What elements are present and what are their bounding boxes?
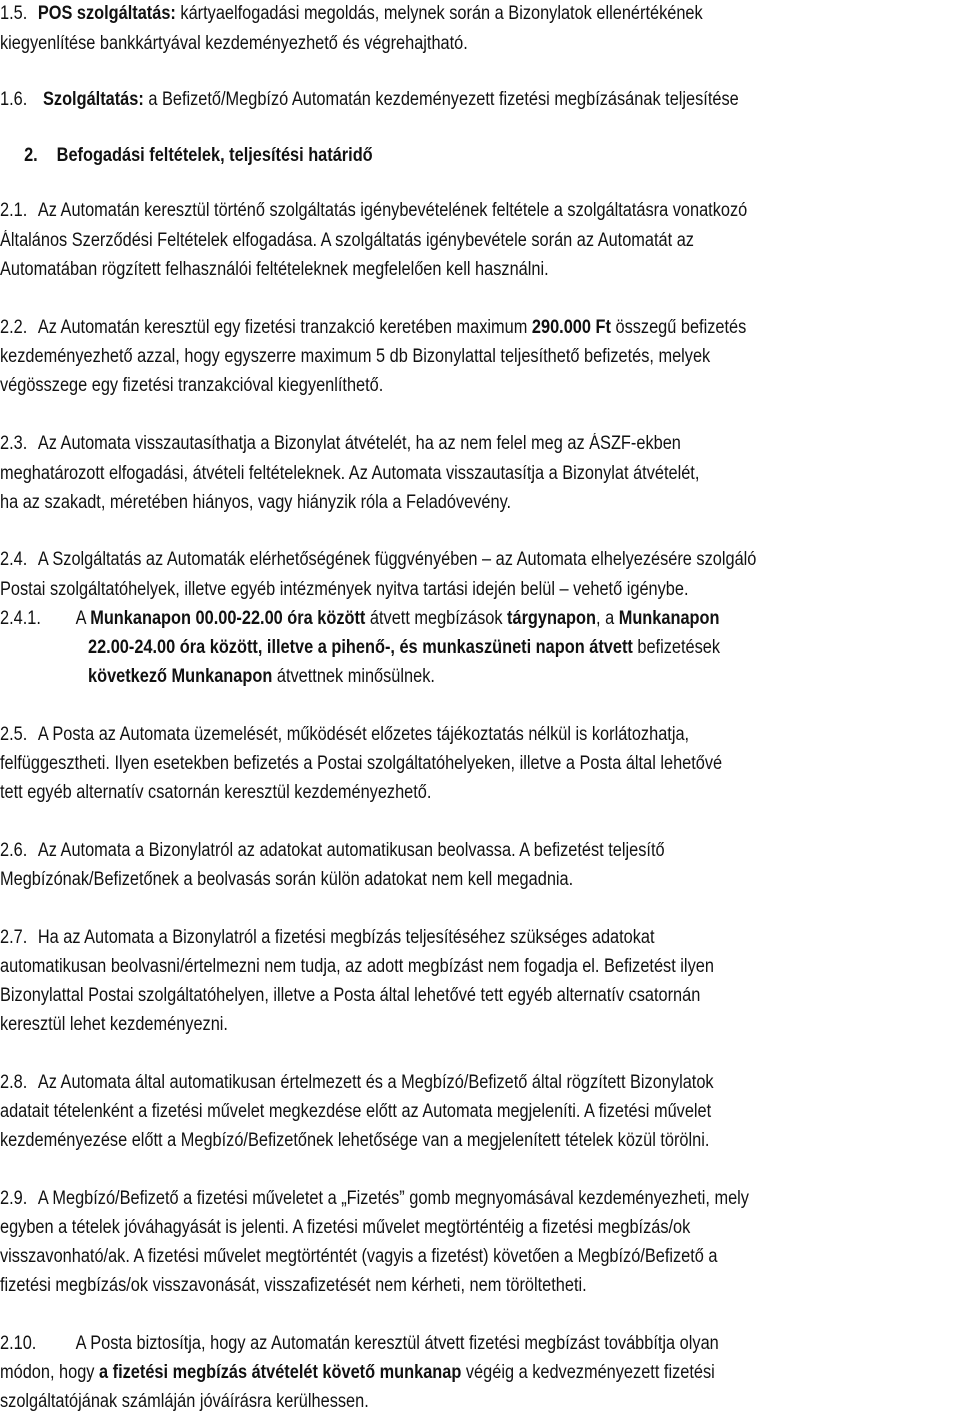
s2-7-line1: 2.7. Ha az Automata a Bizonylatról a fizetési megbízás teljesítéséhez szükséges adatokat: [0, 925, 826, 951]
s2-3-line3: ha az szakadt, méretében hiányos, vagy hiányzik róla a Feladóvevény.: [0, 492, 512, 513]
s2-1-line2: Általános Szerződési Feltételek elfogadása. A szolgáltatás igénybevétele során az Automatát az: [0, 230, 694, 251]
s2-2-line1: 2.2. Az Automatán keresztül egy fizetési tranzakció keretében maximum 290.000 Ft összegű befizetés: [0, 315, 826, 341]
section-number: 2.3.: [0, 433, 28, 454]
s2-3-line2: meghatározott elfogadási, átvételi feltételeknek. Az Automata visszautasítja a Bizonylat átvételét,: [0, 463, 700, 484]
section-number: 2.9.: [0, 1188, 28, 1209]
section-number: 2.10.: [0, 1333, 37, 1354]
section-heading: Befogadási feltételek, teljesítési határidő: [56, 145, 373, 166]
s2-9-line2: egyben a tételek jóváhagyását is jelenti. A fizetési művelet megtörténtéig a fizetési megbízás/ok: [0, 1217, 691, 1238]
s2-2-line2: kezdeményezhető azzal, hogy egyszerre maximum 5 db Bizonylattal teljesíthető befizetés, melyek: [0, 346, 711, 367]
s2-heading: [0, 143, 826, 169]
section-number: 2.5.: [0, 724, 28, 745]
s2-5-line2: felfüggesztheti. Ilyen esetekben befizetés a Postai szolgáltatóhelyeken, illetve a Posta által lehetővé: [0, 753, 723, 774]
s2-3-line1: 2.3. Az Automata visszautasíthatja a Bizonylat átvételét, ha az nem felel meg az ÁSZF-ekben: [0, 431, 826, 457]
s2-10-line1: 2.10. A Posta biztosítja, hogy az Automatán keresztül átvett fizetési megbízást továbbítja olyan: [0, 1331, 826, 1357]
s2-6-line1: 2.6. Az Automata a Bizonylatról az adatokat automatikusan beolvassa. A befizetést teljesítő: [0, 838, 826, 864]
s2-8-line1: 2.8. Az Automata által automatikusan értelmezett és a Megbízó/Befizető által rögzített Bizonylatok: [0, 1070, 826, 1096]
s2-9-line4: fizetési megbízás/ok visszavonását, visszafizetését nem kérheti, nem töröltetheti.: [0, 1275, 587, 1296]
section-number: 2.4.1.: [0, 608, 41, 629]
s2-10-line3: szolgáltatójának számláján jóváírásra kerülhessen.: [0, 1391, 369, 1412]
section-number: 2.1.: [0, 200, 28, 221]
s2-6-line2: Megbízónak/Befizetőnek a beolvasás során külön adatokat nem kell megadnia.: [0, 869, 574, 890]
s2-4-1-line3: következő Munkanapon átvettnek minősülnek.: [88, 666, 435, 687]
s2-1-line1: 2.1. Az Automatán keresztül történő szolgáltatás igénybevételének feltétele a szolgáltatásra vonatkozó: [0, 198, 826, 224]
s1-6-line1: 1.6. Szolgáltatás: a Befizető/Megbízó Automatán kezdeményezett fizetési megbízásának teljesítése: [0, 87, 826, 113]
s2-5-line3: tett egyéb alternatív csatornán keresztül kezdeményezhető.: [0, 782, 432, 803]
section-number: 2.6.: [0, 840, 28, 861]
s2-7-line4: keresztül lehet kezdeményezni.: [0, 1014, 228, 1035]
s2-1-line3: Automatában rögzített felhasználói feltételeknek megfelelően kell használni.: [0, 259, 549, 280]
section-title: POS szolgáltatás:: [37, 3, 176, 24]
section-number: 2.7.: [0, 927, 28, 948]
s2-4-line1: 2.4. A Szolgáltatás az Automaták elérhetőségének függvényében – az Automata elhelyezésére szolgáló: [0, 547, 826, 573]
s2-7-line2: automatikusan beolvasni/értelmezni nem tudja, az adott megbízást nem fogadja el. Befizetést ilyen: [0, 956, 714, 977]
s2-9-line1: 2.9. A Megbízó/Befizető a fizetési műveletet a „Fizetés” gomb megnyomásával kezdeményezheti, mely: [0, 1186, 826, 1212]
s2-9-line3: visszavonható/ak. A fizetési művelet megtörténtét (vagyis a fizetést) követően a Megbízó/Befizető a: [0, 1246, 718, 1267]
s2-10-line2: módon, hogy a fizetési megbízás átvételét követő munkanap végéig a kedvezményezett fizetési: [0, 1362, 715, 1383]
section-title: Szolgáltatás:: [43, 89, 144, 110]
s2-2-line3: végösszege egy fizetési tranzakcióval kiegyenlíthető.: [0, 375, 384, 396]
s2-4-line2: Postai szolgáltatóhelyek, illetve egyéb intézmények nyitva tartási idején belül – vehető igénybe.: [0, 579, 689, 600]
s2-8-line2: adatait tételenként a fizetési művelet megkezdése előtt az Automata megjeleníti. A fizetési művelet: [0, 1101, 712, 1122]
s1-5-line2: kiegyenlítése bankkártyával kezdeményezhető és végrehajtható.: [0, 33, 468, 54]
s2-4-1-line2: 22.00-24.00 óra között, illetve a pihenő-, és munkaszüneti napon átvett befizetések: [88, 637, 721, 658]
s2-8-line3: kezdeményezése előtt a Megbízó/Befizetőnek lehetősége van a megjelenített tételek közül törölni.: [0, 1130, 710, 1151]
s2-5-line1: 2.5. A Posta az Automata üzemelését, működését előzetes tájékoztatás nélkül is korlátozhatja,: [0, 722, 826, 748]
section-number: 2.8.: [0, 1072, 28, 1093]
section-number: 2.2.: [0, 317, 28, 338]
s2-7-line3: Bizonylattal Postai szolgáltatóhelyen, illetve a Posta által lehetővé tett egyéb alternatív csatornán: [0, 985, 701, 1006]
section-number: 1.5.: [0, 3, 28, 24]
section-number: 1.6.: [0, 89, 28, 110]
s2-4-1-line1: 2.4.1. A Munkanapon 00.00-22.00 óra között átvett megbízások tárgynapon, a Munkanapon: [0, 606, 826, 632]
s1-5-line1: 1.5. POS szolgáltatás: kártyaelfogadási megoldás, melynek során a Bizonylatok ellenértékének: [0, 1, 826, 27]
section-number: 2.4.: [0, 549, 28, 570]
section-number-2: 2.: [24, 145, 38, 166]
